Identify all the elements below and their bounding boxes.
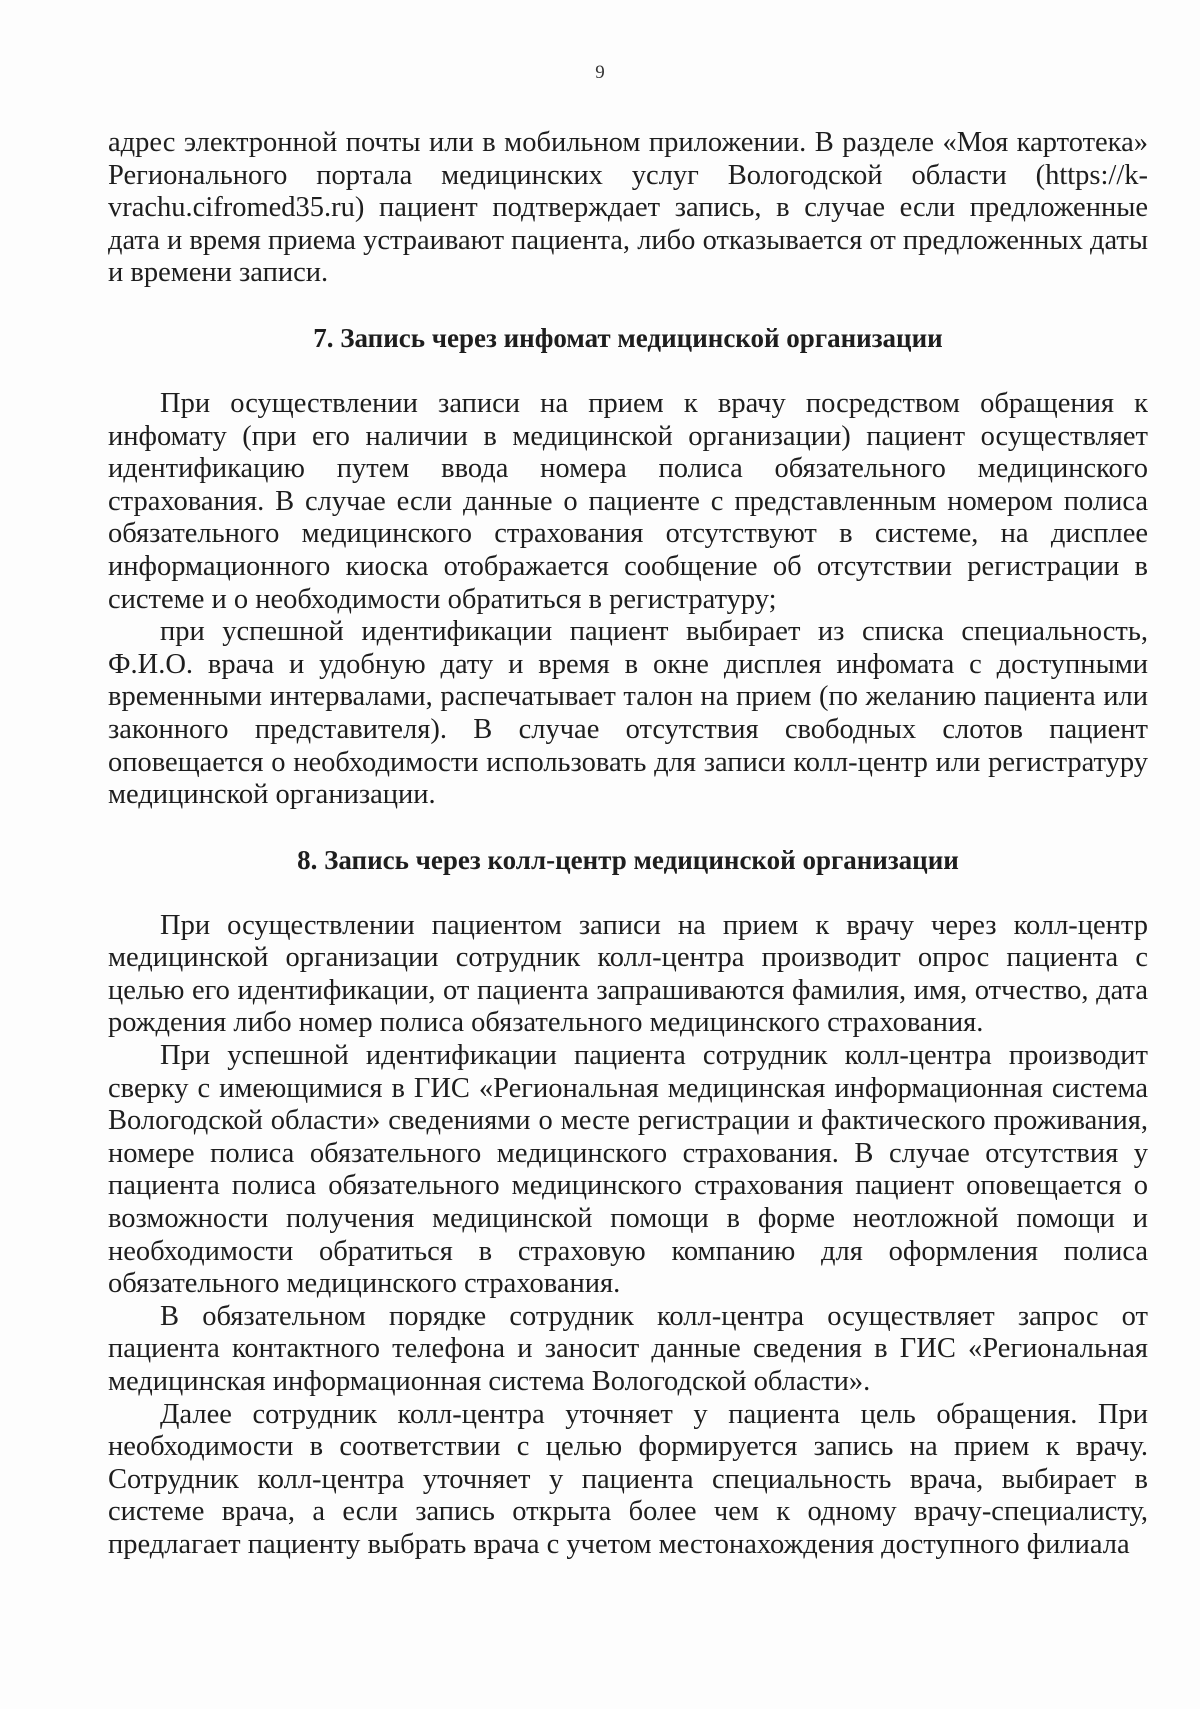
section-7-paragraph-1: При осуществлении записи на прием к врачу посредством обращения к инфомату (при его наличии в медицинской организации) пациент осуществляет идентификацию путем ввода номера полиса обязательного медицинского страхования. В случае если данные о пациенте с представленным номером полиса обязательного медицинского страхования отсутствуют в системе, на дисплее информационного киоска отображается сообщение об отсутствии регистрации в системе и о необходимости обратиться в регистратуру; xyxy=(108,387,1148,615)
paragraph-continued: адрес электронной почты или в мобильном приложении. В разделе «Моя картотека» Регионального портала медицинских услуг Вологодской области (https://k-vrachu.cifromed35.ru) пациент подтверждает запись, в случае если предложенные дата и время приема устраивают пациента, либо отказывается от предложенных даты и времени записи. xyxy=(108,127,1148,289)
spacer xyxy=(108,812,1148,844)
page-number: 9 xyxy=(595,62,605,83)
section-7-paragraph-2: при успешной идентификации пациент выбирает из списка специальность, Ф.И.О. врача и удобную дату и время в окне дисплея инфомата с доступными временными интервалами, распечатывает талон на прием (по желанию пациента или законного представителя). В случае отсутствия свободных слотов пациент оповещается о необходимости использовать для записи колл-центр или регистратуру медицинской организации. xyxy=(108,616,1148,811)
spacer xyxy=(108,354,1148,388)
document-body xyxy=(108,127,1148,1562)
section-8-paragraph-2: При успешной идентификации пациента сотрудник колл-центра производит сверку с имеющимися в ГИС «Региональная медицинская информационная система Вологодской области» сведениями о месте регистрации и фактического проживания, номере полиса обязательного медицинского страхования. В случае отсутствия у пациента полиса обязательного медицинского страхования пациент оповещается о возможности получения медицинской помощи в форме неотложной помощи и необходимости обратиться в страховую компанию для оформления полиса обязательного медицинского страхования. xyxy=(108,1040,1148,1300)
section-8-paragraph-4: Далее сотрудник колл-центра уточняет у пациента цель обращения. При необходимости в соответствии с целью формируется запись на прием к врачу. Сотрудник колл-центра уточняет у пациента специальность врача, выбирает в системе врача, а если запись открыта более чем к одному врачу-специалисту, предлагает пациенту выбрать врача с учетом местонахождения доступного филиала xyxy=(108,1398,1148,1560)
spacer xyxy=(108,290,1148,322)
spacer xyxy=(108,876,1148,910)
section-8-heading: 8. Запись через колл-центр медицинской организации xyxy=(297,844,959,875)
section-7-heading: 7. Запись через инфомат медицинской организации xyxy=(313,322,943,353)
section-8-paragraph-3: В обязательном порядке сотрудник колл-центра осуществляет запрос от пациента контактного телефона и заносит данные сведения в ГИС «Региональная медицинская информационная система Вологодской области». xyxy=(108,1300,1148,1397)
section-8-paragraph-1: При осуществлении пациентом записи на прием к врачу через колл-центр медицинской организации сотрудник колл-центра производит опрос пациента с целью его идентификации, от пациента запрашиваются фамилия, имя, отчество, дата рождения либо номер полиса обязательного медицинского страхования. xyxy=(108,909,1148,1039)
